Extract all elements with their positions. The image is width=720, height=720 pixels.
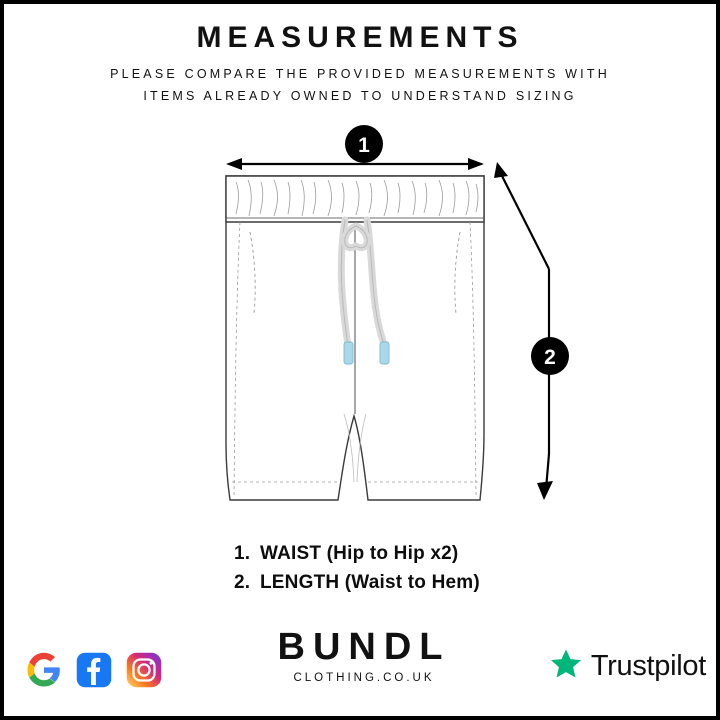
legend-item-waist [4,540,720,569]
waist-measure-badge [345,125,383,163]
shorts-illustration [226,176,484,500]
trustpilot-label: Trustpilot [590,650,706,682]
trustpilot-badge[interactable] [549,647,706,686]
instagram-icon[interactable] [126,652,162,688]
cord-tip-right [380,342,389,364]
legend-item-waist-number: 1. [234,543,251,564]
trustpilot-star-icon [549,647,583,686]
facebook-icon[interactable] [76,652,112,688]
brand-name: BUNDL [277,626,451,668]
measurement-diagram [4,114,720,524]
brand-website: CLOTHING.CO.UK [293,672,435,684]
length-measure-arrow [494,162,553,500]
legend-item-waist-label: WAIST (Hip to Hip x2) [260,543,459,564]
header [4,20,716,108]
measurement-legend [4,540,720,597]
length-measure-badge-label: 2 [544,346,556,369]
page-title: MEASUREMENTS [196,21,524,54]
page-subtitle-line1: PLEASE COMPARE THE PROVIDED MEASUREMENTS WITH [110,67,610,81]
page-subtitle-line2: ITEMS ALREADY OWNED TO UNDERSTAND SIZING [143,88,577,103]
waist-measure-badge-label: 1 [358,134,370,157]
google-icon[interactable] [26,652,62,688]
footer [4,610,720,702]
legend-item-length [4,569,720,598]
length-measure-badge [531,337,569,375]
cord-tip-left [344,342,353,364]
social-links [26,652,162,688]
legend-item-length-label: LENGTH (Waist to Hem) [260,571,480,593]
brand-logo [278,628,451,684]
legend-item-length-number: 2. [234,571,251,593]
page-subtitle [40,64,680,108]
